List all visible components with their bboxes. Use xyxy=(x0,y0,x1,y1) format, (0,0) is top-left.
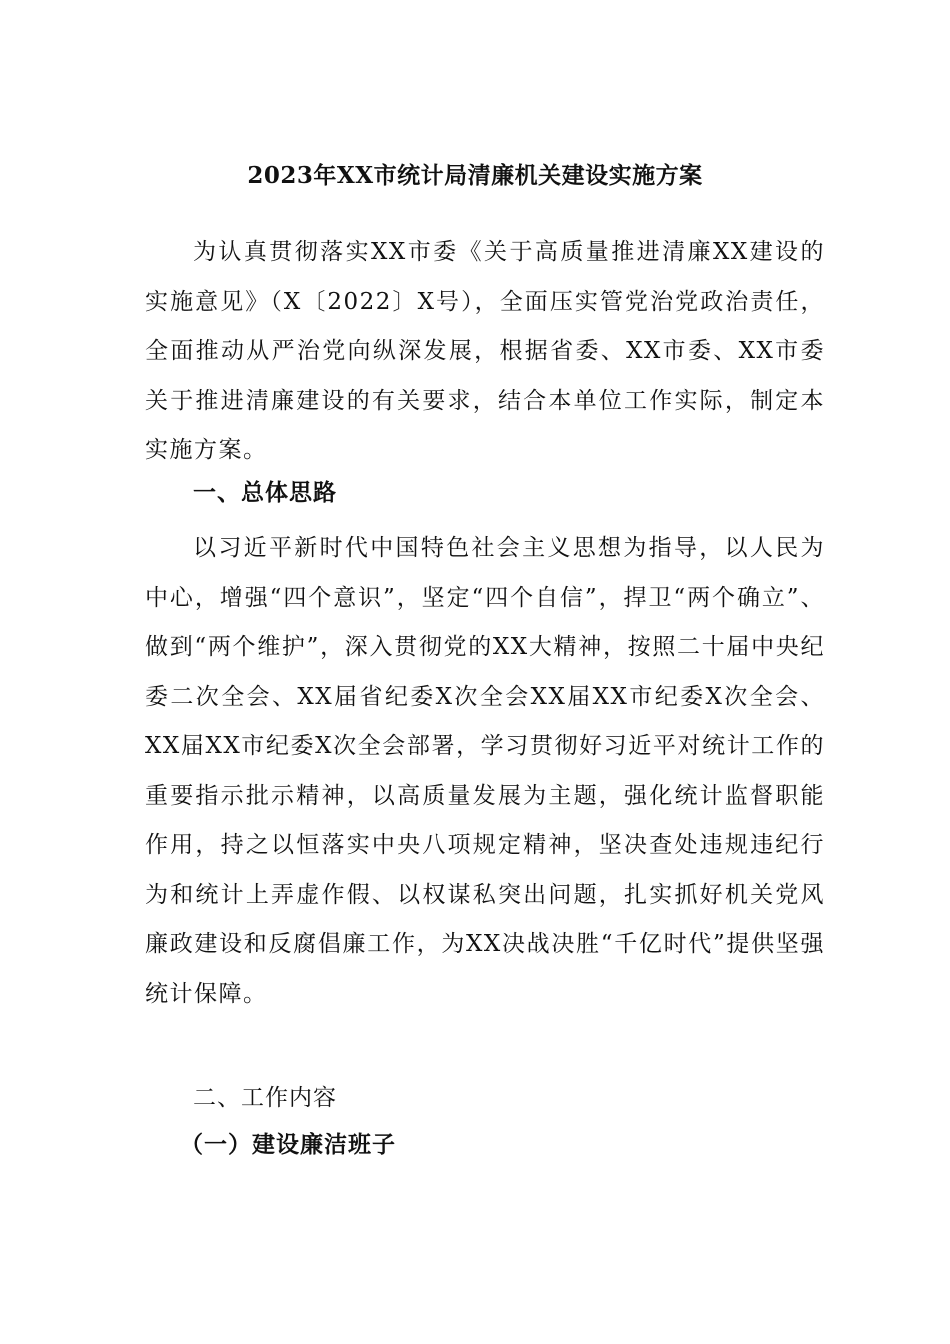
subsection-heading-clean-leadership: （一）建设廉洁班子 xyxy=(180,1131,396,1158)
section-heading-work-content: 二、工作内容 xyxy=(193,1085,337,1111)
section-heading-overall-approach: 一、总体思路 xyxy=(193,479,337,506)
overall-approach-paragraph: 以习近平新时代中国特色社会主义思想为指导，以人民为中心，增强“四个意识”，坚定“四个自信”，捍卫“两个确立”、做到“两个维护”，深入贯彻党的XX大精神，按照二十届中央纪委二次全会、XX届省纪委X次全会XX届XX市纪委X次全会、XX届XX市纪委X次全会部署，学习贯彻好习近平对统计工作的重要指示批示精神，以高质量发展为主题，强化统计监督职能作用，持之以恒落实中央八项规定精神，坚决查处违规违纪行为和统计上弄虚作假、以权谋私突出问题，扎实抓好机关党风廉政建设和反腐倡廉工作，为XX决战决胜“千亿时代”提供坚强统计保障。 xyxy=(145,535,825,1007)
intro-paragraph: 为认真贯彻落实XX市委《关于高质量推进清廉XX建设的实施意见》（X〔2022〕X号），全面压实管党治党政治责任，全面推动从严治党向纵深发展，根据省委、XX市委、XX市委关于推进清廉建设的有关要求，结合本单位工作实际，制定本实施方案。 xyxy=(145,239,825,463)
document-title: 2023年XX市统计局清廉机关建设实施方案 xyxy=(247,162,703,189)
